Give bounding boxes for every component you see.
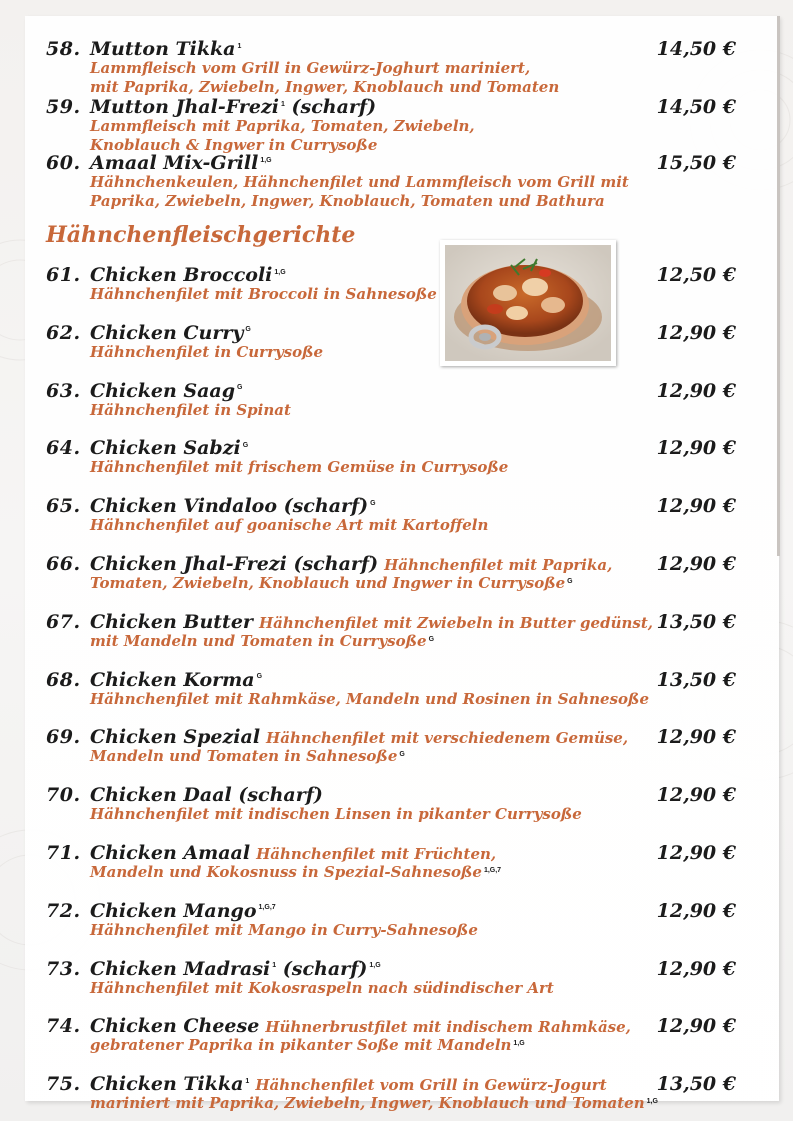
description-text: Hähnchenfilet mit Kokosraspeln nach südindischer Art — [90, 978, 554, 997]
description-text: Lammfleisch mit Paprika, Tomaten, Zwiebeln, — [90, 117, 475, 135]
description-text: mit Mandeln und Tomaten in Currysoße — [90, 631, 427, 650]
item-name: Chicken Korma — [90, 668, 255, 691]
item-name-line — [90, 264, 286, 286]
description-line — [90, 343, 323, 362]
description-text: Hähnchenfilet in Spinat — [90, 400, 291, 419]
description-text: Hähnchenfilet auf goanische Art mit Kartoffeln — [90, 516, 489, 535]
item-description-inline: Hähnchenfilet mit Früchten, — [256, 845, 497, 863]
item-name-line — [90, 322, 251, 344]
description-line — [90, 979, 554, 998]
item-number: 59. — [46, 96, 81, 118]
item-name: Chicken Amaal — [90, 842, 251, 864]
allergen-code: G — [245, 326, 251, 334]
description-line — [90, 78, 559, 97]
description-text: mit Paprika, Zwiebeln, Ingwer, Knoblauch und Tomaten — [90, 78, 560, 96]
item-name: Mutton Jhal-Frezi — [90, 96, 279, 118]
item-price: 13,50 € — [656, 1073, 736, 1096]
description-text: mariniert mit Paprika, Zwiebeln, Ingwer, Knoblauch und Tomaten — [90, 1094, 645, 1113]
item-number: 72. — [46, 899, 81, 922]
item-number: 65. — [46, 495, 81, 518]
item-description-inline: Hähnchenfilet mit verschiedenem Gemüse, — [266, 729, 629, 748]
description-text: Hähnchenfilet mit indischen Linsen in pikanter Currysoße — [90, 805, 582, 824]
item-price: 12,90 € — [656, 437, 736, 460]
item-name-line — [90, 152, 272, 174]
item-description — [90, 690, 649, 709]
description-text: Hähnchenkeulen, Hähnchenfilet und Lammfleisch vom Grill mit — [90, 173, 629, 191]
item-price: 12,90 € — [656, 899, 736, 922]
allergen-code: 1,G,7 — [258, 904, 276, 912]
item-description — [90, 343, 323, 362]
item-description — [90, 863, 501, 882]
description-text: Hähnchenfilet in Currysoße — [90, 342, 324, 361]
allergen-code: G — [428, 635, 435, 643]
description-line — [90, 516, 488, 535]
item-description — [90, 805, 582, 824]
item-price: 12,90 € — [656, 495, 736, 518]
item-name: Mutton Tikka — [90, 38, 236, 60]
item-name: Chicken Butter — [90, 610, 253, 633]
item-name: Chicken Broccoli — [90, 264, 273, 286]
item-name: Chicken Jhal-Frezi (scharf) — [90, 553, 379, 575]
allergen-code: 1 — [245, 1077, 250, 1085]
description-text: Hähnchenfilet mit frischem Gemüse in Currysoße — [90, 458, 509, 477]
description-text: gebratener Paprika in pikanter Soße mit Mandeln — [90, 1036, 512, 1055]
description-line — [90, 747, 405, 766]
allergen-code: G — [567, 578, 573, 585]
item-number: 70. — [46, 784, 81, 807]
description-text: Mandeln und Kokosnuss in Spezial-Sahnesoße — [90, 863, 482, 881]
item-price: 12,90 € — [656, 553, 736, 575]
item-price: 12,90 € — [656, 784, 736, 807]
item-description-inline: Hühnerbrustfilet mit indischem Rahmkäse, — [265, 1018, 631, 1037]
item-description — [90, 632, 434, 651]
description-text: Mandeln und Tomaten in Sahnesoße — [90, 747, 398, 766]
item-name: Chicken Saag — [90, 379, 236, 402]
item-number: 73. — [46, 957, 81, 980]
item-number: 58. — [46, 38, 81, 60]
item-description — [90, 173, 629, 211]
item-number: 66. — [46, 553, 81, 575]
allergen-code: 1,G — [274, 268, 286, 276]
item-number: 71. — [46, 842, 81, 864]
allergen-code: 1,G — [369, 962, 381, 970]
description-line — [90, 574, 573, 593]
item-name: Chicken Mango — [90, 899, 257, 922]
description-text: Knoblauch & Ingwer in Currysoße — [90, 136, 378, 154]
item-name-suffix: (scharf) — [284, 96, 377, 118]
item-number: 60. — [46, 152, 81, 174]
item-description — [90, 516, 488, 535]
item-number: 69. — [46, 726, 81, 749]
item-name: Chicken Sabzi — [90, 437, 241, 460]
item-name-line — [90, 437, 248, 459]
description-line — [90, 192, 629, 211]
item-name-line — [90, 842, 496, 864]
description-line — [90, 805, 582, 824]
allergen-code: 1,G — [513, 1040, 525, 1048]
item-number: 75. — [46, 1073, 81, 1096]
item-price: 13,50 € — [656, 668, 736, 691]
item-name-line — [90, 1073, 607, 1095]
item-price: 12,50 € — [656, 264, 736, 286]
item-price: 12,90 € — [656, 842, 736, 864]
item-number: 63. — [46, 379, 81, 402]
description-line — [90, 458, 508, 477]
item-name-line — [90, 96, 376, 118]
item-price: 13,50 € — [656, 610, 736, 633]
item-description — [90, 401, 291, 420]
item-number: 74. — [46, 1015, 81, 1038]
allergen-code: 1,G — [646, 1098, 658, 1106]
item-description — [90, 574, 573, 593]
description-text: Lammfleisch vom Grill in Gewürz-Joghurt mariniert, — [90, 59, 531, 77]
item-name-line — [90, 784, 323, 806]
item-name-line — [90, 611, 653, 633]
item-name-line — [90, 958, 381, 980]
description-line — [90, 921, 478, 940]
item-description-inline: Hähnchenfilet vom Grill in Gewürz-Jogurt — [255, 1076, 607, 1095]
item-price: 14,50 € — [656, 38, 736, 60]
description-line — [90, 690, 649, 709]
allergen-code: 1,G — [260, 156, 272, 164]
item-price: 12,90 € — [656, 379, 736, 402]
item-name: Chicken Madrasi — [90, 957, 271, 980]
description-text: Hähnchenfilet mit Rahmkäse, Mandeln und Rosinen in Sahnesoße — [90, 689, 649, 708]
description-line — [90, 1094, 658, 1113]
allergen-code: G — [399, 751, 405, 759]
item-name: Chicken Spezial — [90, 726, 261, 749]
item-description — [90, 979, 554, 998]
item-description-inline: Hähnchenfilet mit Paprika, — [384, 556, 613, 574]
allergen-code: 1,G,7 — [483, 867, 502, 874]
item-name: Chicken Cheese — [90, 1015, 260, 1038]
allergen-code: 1 — [280, 100, 285, 108]
description-text: Hähnchenfilet mit Broccoli in Sahnesoße — [90, 285, 437, 303]
item-name: Chicken Tikka — [90, 1073, 244, 1096]
dish-photo-frame — [440, 240, 616, 366]
item-name: Chicken Vindaloo (scharf) — [90, 495, 369, 518]
item-name-line — [90, 380, 243, 402]
item-name-line — [90, 495, 376, 517]
item-number: 68. — [46, 668, 81, 691]
item-description — [90, 1036, 525, 1055]
description-line — [90, 173, 629, 192]
allergen-code: 1 — [272, 962, 277, 970]
item-price: 14,50 € — [656, 96, 736, 118]
item-price: 12,90 € — [656, 1015, 736, 1038]
item-name-line — [90, 38, 241, 60]
item-name-suffix: (scharf) — [276, 957, 368, 980]
description-line — [90, 59, 559, 78]
item-number: 64. — [46, 437, 81, 460]
allergen-code: 1 — [237, 42, 242, 50]
item-description — [90, 59, 559, 97]
allergen-code: G — [256, 673, 263, 681]
description-text: Paprika, Zwiebeln, Ingwer, Knoblauch, Tomaten und Bathura — [90, 192, 605, 210]
item-number: 62. — [46, 321, 81, 344]
item-name: Chicken Curry — [90, 321, 244, 344]
item-name-line — [90, 669, 262, 691]
item-price: 12,90 € — [656, 726, 736, 749]
item-description-inline: Hähnchenfilet mit Zwiebeln in Butter gedünst, — [258, 613, 653, 632]
item-price: 12,90 € — [656, 321, 736, 344]
item-price: 12,90 € — [656, 957, 736, 980]
item-name-line — [90, 726, 628, 748]
description-line — [90, 632, 434, 651]
item-name: Amaal Mix-Grill — [90, 152, 259, 174]
item-description — [90, 458, 508, 477]
description-line — [90, 117, 475, 136]
description-line — [90, 401, 291, 420]
section-title: Hähnchenfleischgerichte — [46, 222, 356, 248]
item-description — [90, 285, 437, 304]
chicken-dish-photo — [445, 245, 611, 361]
item-description — [90, 117, 475, 155]
allergen-code: G — [242, 442, 249, 450]
item-name-line — [90, 1015, 631, 1037]
item-name: Chicken Daal (scharf) — [90, 784, 323, 807]
allergen-code: G — [237, 384, 243, 392]
item-number: 67. — [46, 610, 81, 633]
item-price: 15,50 € — [656, 152, 736, 174]
item-description — [90, 747, 405, 766]
description-text: Hähnchenfilet mit Mango in Curry-Sahnesoße — [90, 920, 478, 939]
description-text: Tomaten, Zwiebeln, Knoblauch und Ingwer in Currysoße — [90, 574, 566, 592]
item-name-line — [90, 553, 612, 575]
description-line — [90, 1036, 525, 1055]
allergen-code: G — [370, 499, 376, 507]
description-line — [90, 285, 437, 304]
item-number: 61. — [46, 264, 81, 286]
item-description — [90, 1094, 658, 1113]
description-line — [90, 863, 501, 882]
item-description — [90, 921, 478, 940]
item-name-line — [90, 900, 276, 922]
page-edge — [777, 16, 780, 556]
